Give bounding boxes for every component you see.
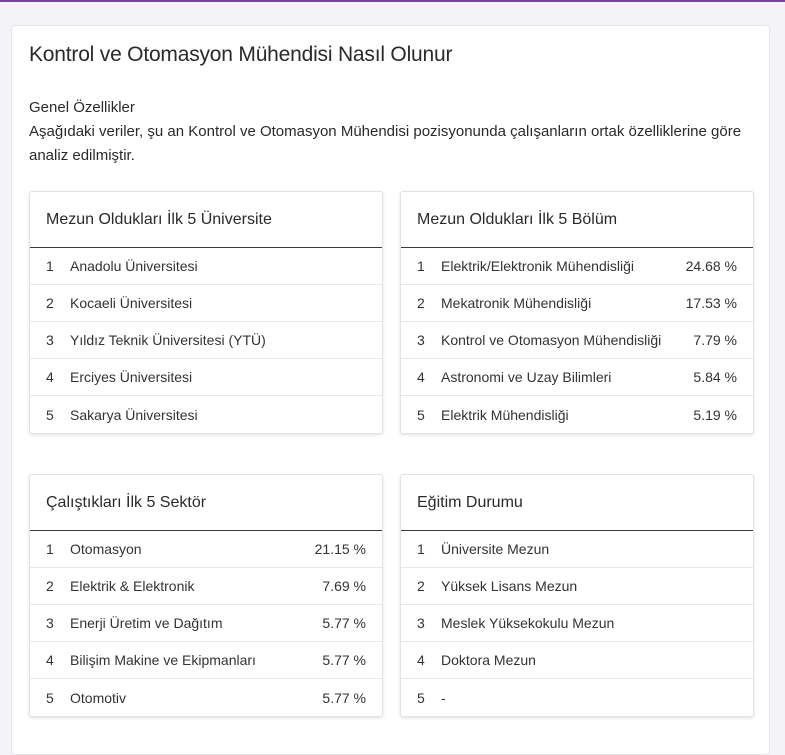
department-list bbox=[401, 248, 753, 433]
list-item bbox=[30, 248, 382, 285]
intro-section bbox=[29, 96, 754, 168]
rank-number: 5 bbox=[46, 689, 54, 706]
panel-top-universities bbox=[29, 191, 383, 434]
item-name: Anadolu Üniversitesi bbox=[70, 258, 198, 274]
list-item bbox=[30, 605, 382, 642]
item-percentage: 21.15 % bbox=[314, 541, 366, 557]
rank-number: 2 bbox=[417, 578, 425, 594]
item-name: Otomotiv bbox=[70, 689, 127, 706]
list-item bbox=[401, 396, 753, 433]
rank-number: 4 bbox=[46, 369, 54, 385]
list-item bbox=[401, 248, 753, 285]
panel-header bbox=[401, 475, 753, 531]
list-item bbox=[30, 679, 382, 716]
item-name: Astronomi ve Uzay Bilimleri bbox=[441, 369, 612, 385]
list-item bbox=[401, 568, 753, 605]
item-percentage: 5.77 % bbox=[322, 689, 366, 706]
intro-text: Aşağıdaki veriler, şu an Kontrol ve Otomasyon Mühendisi pozisyonunda çalışanların ortak özelliklerine göre analiz edilmiştir. bbox=[29, 123, 742, 164]
rank-number: 3 bbox=[46, 332, 54, 348]
panel-header bbox=[30, 192, 382, 248]
item-name: Enerji Üretim ve Dağıtım bbox=[70, 615, 223, 631]
item-percentage: 5.77 % bbox=[322, 652, 366, 668]
education-list bbox=[401, 531, 753, 716]
panel-title: Çalıştıkları İlk 5 Sektör bbox=[46, 493, 207, 511]
panel-title: Mezun Oldukları İlk 5 Bölüm bbox=[417, 210, 618, 228]
rank-number: 5 bbox=[417, 406, 425, 423]
item-name: Otomasyon bbox=[70, 541, 142, 557]
panel-header bbox=[30, 475, 382, 531]
item-percentage: 17.53 % bbox=[685, 295, 737, 311]
list-item bbox=[401, 359, 753, 396]
list-item bbox=[30, 642, 382, 679]
list-item bbox=[401, 531, 753, 568]
item-name: Sakarya Üniversitesi bbox=[70, 406, 198, 423]
item-name: Kocaeli Üniversitesi bbox=[70, 295, 193, 311]
panel-top-departments bbox=[400, 191, 754, 434]
item-name: Yıldız Teknik Üniversitesi (YTÜ) bbox=[70, 332, 266, 348]
item-name: Doktora Mezun bbox=[441, 652, 536, 668]
rank-number: 5 bbox=[417, 689, 425, 706]
sector-list bbox=[30, 531, 382, 716]
list-item bbox=[30, 531, 382, 568]
item-name: Elektrik & Elektronik bbox=[70, 578, 195, 594]
item-name: Bilişim Makine ve Ekipmanları bbox=[70, 652, 256, 668]
rank-number: 4 bbox=[46, 652, 54, 668]
item-name: Elektrik/Elektronik Mühendisliği bbox=[441, 258, 634, 274]
panel-title: Eğitim Durumu bbox=[417, 493, 523, 511]
list-item bbox=[401, 285, 753, 322]
rank-number: 5 bbox=[46, 406, 54, 423]
panel-header bbox=[401, 192, 753, 248]
list-item bbox=[30, 359, 382, 396]
item-name: Elektrik Mühendisliği bbox=[441, 406, 569, 423]
list-item bbox=[401, 322, 753, 359]
panel-top-sectors bbox=[29, 474, 383, 717]
rank-number: 3 bbox=[46, 615, 54, 631]
list-item bbox=[30, 568, 382, 605]
list-item bbox=[30, 322, 382, 359]
list-item bbox=[401, 679, 753, 716]
rank-number: 4 bbox=[417, 652, 425, 668]
item-name: Yüksek Lisans Mezun bbox=[441, 578, 578, 594]
item-percentage: 7.79 % bbox=[693, 332, 737, 348]
rank-number: 1 bbox=[417, 258, 425, 274]
rank-number: 3 bbox=[417, 332, 425, 348]
rank-number: 1 bbox=[46, 258, 54, 274]
rank-number: 4 bbox=[417, 369, 425, 385]
item-percentage: 5.84 % bbox=[693, 369, 737, 385]
rank-number: 1 bbox=[417, 541, 425, 557]
item-name: Meslek Yüksekokulu Mezun bbox=[441, 615, 615, 631]
rank-number: 1 bbox=[46, 541, 54, 557]
item-name: Mekatronik Mühendisliği bbox=[441, 295, 592, 311]
list-item bbox=[401, 642, 753, 679]
career-overview-card bbox=[11, 25, 770, 755]
rank-number: 3 bbox=[417, 615, 425, 631]
rank-number: 2 bbox=[417, 295, 425, 311]
list-item bbox=[401, 605, 753, 642]
panel-title: Mezun Oldukları İlk 5 Üniversite bbox=[46, 210, 272, 228]
page-title: Kontrol ve Otomasyon Mühendisi Nasıl Olunur bbox=[29, 43, 453, 66]
item-name: Kontrol ve Otomasyon Mühendisliği bbox=[441, 332, 662, 348]
list-item bbox=[30, 285, 382, 322]
item-name: Üniversite Mezun bbox=[441, 541, 550, 557]
item-name: Erciyes Üniversitesi bbox=[70, 369, 193, 385]
item-percentage: 5.19 % bbox=[693, 406, 737, 423]
list-item bbox=[30, 396, 382, 433]
rank-number: 2 bbox=[46, 295, 54, 311]
panel-education-status bbox=[400, 474, 754, 717]
item-percentage: 5.77 % bbox=[322, 615, 366, 631]
rank-number: 2 bbox=[46, 578, 54, 594]
intro-heading: Genel Özellikler bbox=[29, 99, 135, 116]
top-accent-bar bbox=[0, 0, 785, 2]
item-percentage: 7.69 % bbox=[322, 578, 366, 594]
item-percentage: 24.68 % bbox=[685, 258, 737, 274]
university-list bbox=[30, 248, 382, 433]
item-name: - bbox=[441, 689, 446, 706]
